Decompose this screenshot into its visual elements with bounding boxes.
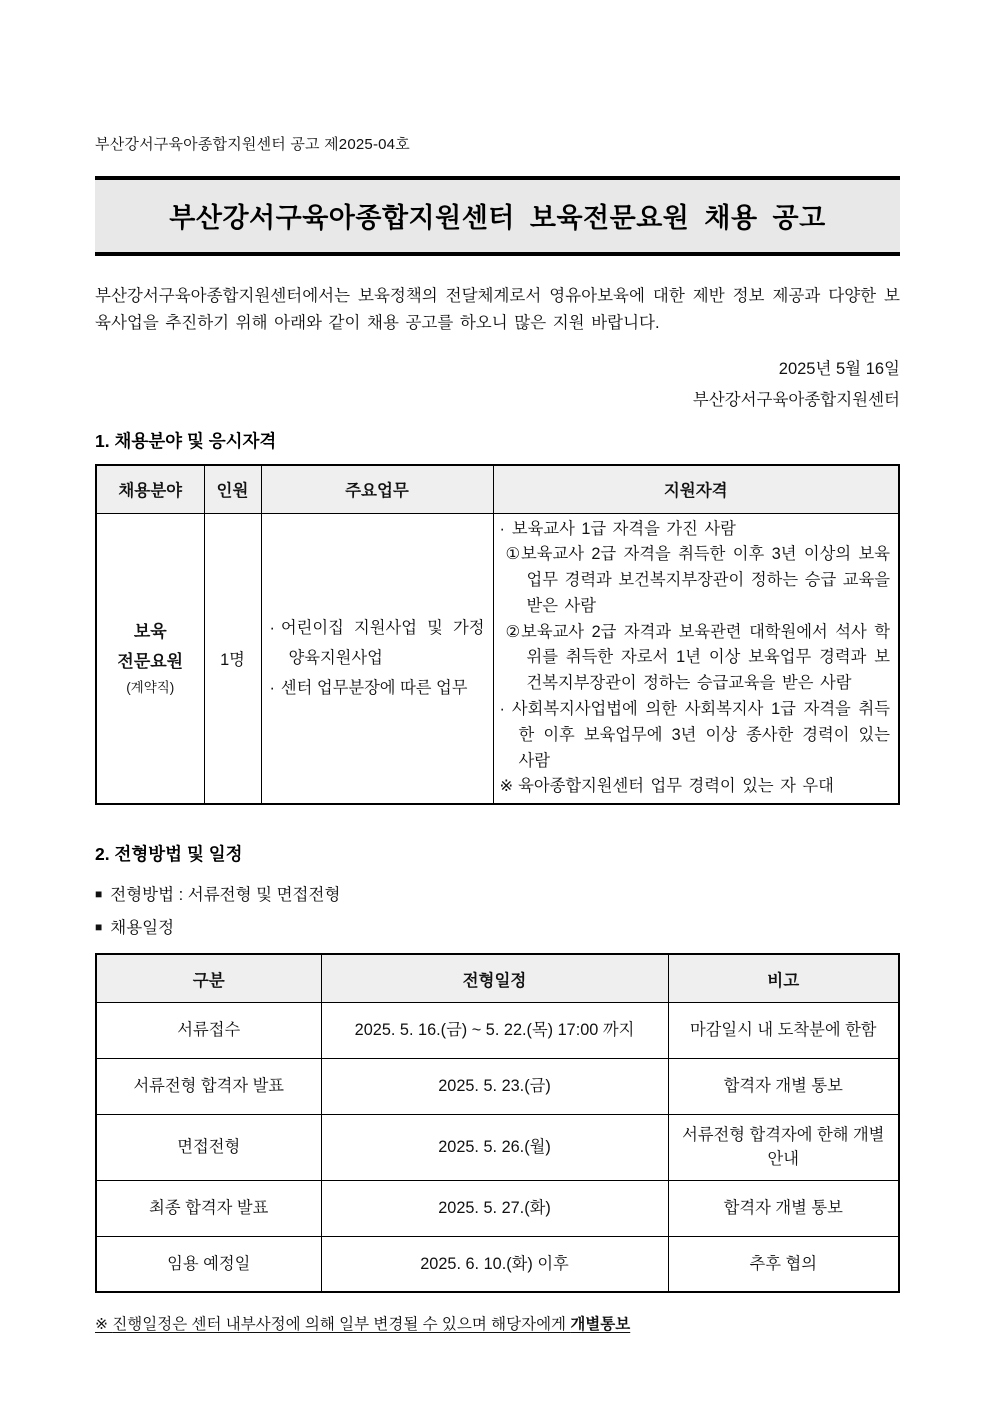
field-cell [96, 513, 204, 804]
square-bullet-icon: ■ [95, 887, 103, 902]
page-title: 부산강서구육아종합지원센터 보육전문요원 채용 공고 [169, 203, 826, 233]
recruit-header-row [96, 465, 899, 513]
category-cell: 서류접수 [96, 1002, 321, 1058]
schedule-header-category: 구분 [96, 954, 321, 1002]
schedule-row [96, 1002, 899, 1058]
dot-bullet-icon: · [269, 619, 275, 638]
section2-heading: 2. 전형방법 및 일정 [95, 844, 243, 865]
recruit-row [96, 513, 899, 804]
qual-text: 육아종합지원센터 업무 경력이 있는 자 우대 [518, 777, 834, 796]
organization-name: 부산강서구육아종합지원센터 [692, 391, 900, 409]
footnote [95, 1312, 900, 1334]
field-name-line2: 전문요원 [117, 652, 184, 672]
recruit-header-qualifications: 지원자격 [493, 465, 899, 513]
title-banner [95, 176, 900, 256]
field-name-line1: 보육 [133, 622, 167, 642]
circled-one-icon: ① [505, 545, 522, 564]
qual-text: 보육교사 2급 자격과 보육관련 대학원에서 석사 학위를 취득한 자로서 1년 이상 보육업무 경력과 보건복지부장관이 정하는 승급교육을 받은 사람 [521, 622, 890, 693]
date-cell: 2025. 6. 10.(화) 이후 [321, 1236, 668, 1292]
field-contract-note: (계약직) [126, 680, 175, 696]
qualifications-cell [493, 513, 899, 804]
footnote-bold-text: 개별통보 [570, 1316, 631, 1334]
duties-cell [261, 513, 493, 804]
doc-number: 부산강서구육아종합지원센터 공고 제2025-04호 [95, 136, 410, 153]
headcount-cell: 1명 [204, 513, 261, 804]
note-cell: 서류전형 합격자에 한해 개별 안내 [668, 1114, 899, 1180]
qual-item [500, 774, 891, 800]
circled-two-icon: ② [505, 622, 522, 641]
category-cell: 임용 예정일 [96, 1236, 321, 1292]
date-cell: 2025. 5. 16.(금) ~ 5. 22.(목) 17:00 까지 [321, 1002, 668, 1058]
recruit-header-headcount: 인원 [204, 465, 261, 513]
bullet-label: 채용일정 [110, 919, 175, 938]
date-block [95, 354, 900, 416]
category-cell: 서류전형 합격자 발표 [96, 1058, 321, 1114]
category-cell: 면접전형 [96, 1114, 321, 1180]
dot-bullet-icon: · [499, 519, 505, 538]
qual-text: 사회복지사업법에 의한 사회복지사 1급 자격을 취득한 이후 보육업무에 3년 이상 종사한 경력이 있는 사람 [511, 700, 890, 770]
note-cell: 추후 협의 [668, 1236, 899, 1292]
schedule-table [95, 953, 900, 1293]
duty-item [270, 613, 485, 673]
date-cell: 2025. 5. 23.(금) [321, 1058, 668, 1114]
recruit-header-duties: 주요업무 [261, 465, 493, 513]
schedule-row [96, 1180, 899, 1236]
note-cell: 합격자 개별 통보 [668, 1180, 899, 1236]
schedule-row [96, 1058, 899, 1114]
square-bullet-icon: ■ [95, 920, 103, 935]
dot-bullet-icon: · [499, 700, 505, 719]
schedule-row [96, 1114, 899, 1180]
footnote-text: 진행일정은 센터 내부사정에 의해 일부 변경될 수 있으며 해당자에게 [112, 1316, 567, 1334]
date-cell: 2025. 5. 27.(화) [321, 1180, 668, 1236]
qual-item [500, 620, 891, 697]
schedule-row [96, 1236, 899, 1292]
schedule-header-row [96, 954, 899, 1002]
qual-item [500, 517, 891, 543]
qual-text: 보육교사 2급 자격을 취득한 이후 3년 이상의 보육업무 경력과 보건복지부장관이 정하는 승급 교육을 받은 사람 [521, 545, 890, 615]
note-cell: 합격자 개별 통보 [668, 1058, 899, 1114]
schedule-header-note: 비고 [668, 954, 899, 1002]
intro-paragraph: 부산강서구육아종합지원센터에서는 보육정책의 전달체계로서 영유아보육에 대한 제반 정보 제공과 다양한 보육사업을 추진하기 위해 아래와 같이 채용 공고를 하오니 많은 지원 바랍니다. [95, 287, 900, 332]
section1-heading: 1. 채용분야 및 응시자격 [95, 431, 277, 451]
date-cell: 2025. 5. 26.(월) [321, 1114, 668, 1180]
recruit-header-field: 채용분야 [96, 465, 204, 513]
note-cell: 마감일시 내 도착분에 한함 [668, 1002, 899, 1058]
schedule-header-date: 전형일정 [321, 954, 668, 1002]
duty-text: 어린이집 지원사업 및 가정 양육지원사업 [280, 619, 485, 668]
bullet-item-method [95, 878, 900, 911]
qual-item [500, 697, 891, 774]
bullet-item-schedule [95, 911, 900, 944]
bullet-label: 전형방법 : 서류전형 및 면접전형 [110, 886, 341, 905]
dot-bullet-icon: · [269, 679, 275, 698]
bullet-list [95, 878, 900, 944]
reference-mark-icon: ※ [95, 1316, 108, 1334]
duty-text: 센터 업무분장에 따른 업무 [280, 679, 468, 698]
qual-text: 보육교사 1급 자격을 가진 사람 [511, 519, 736, 538]
reference-mark-icon: ※ [499, 777, 514, 796]
duty-item [270, 673, 485, 703]
qual-item [500, 542, 891, 619]
category-cell: 최종 합격자 발표 [96, 1180, 321, 1236]
announcement-date: 2025년 5월 16일 [778, 360, 900, 378]
recruit-table [95, 464, 900, 805]
